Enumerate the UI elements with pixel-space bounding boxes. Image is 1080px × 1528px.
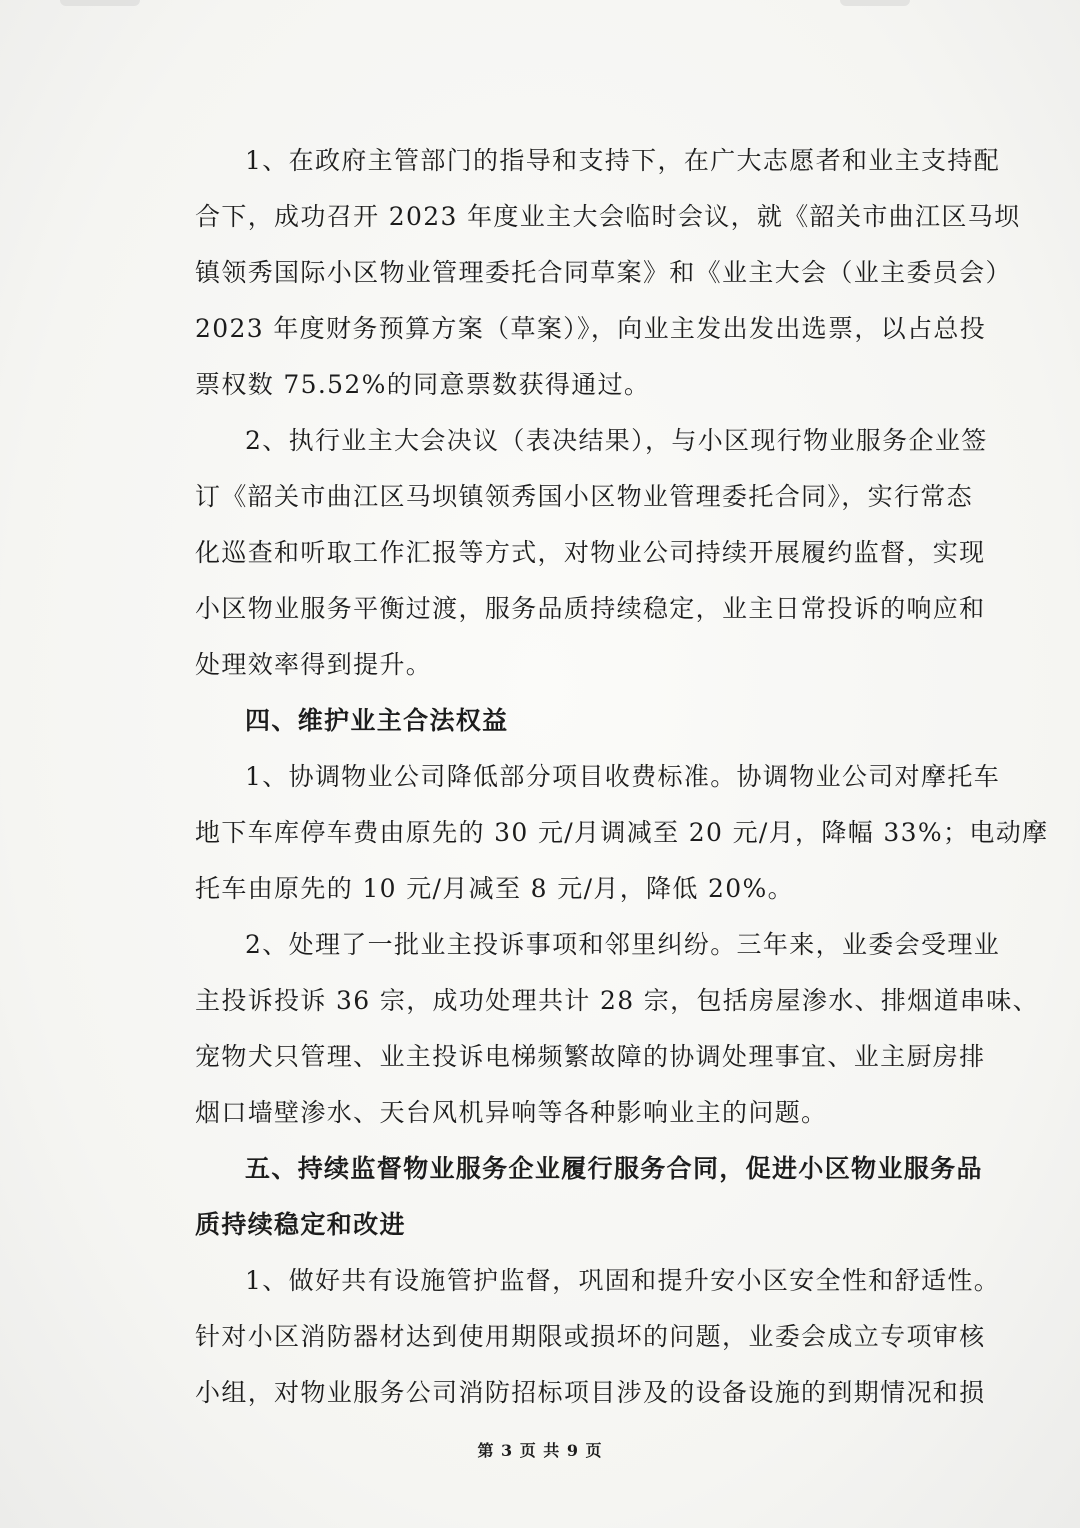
section-heading: 质持续稳定和改进	[195, 1210, 406, 1239]
paragraph-line: 票权数 75.52%的同意票数获得通过。	[195, 370, 651, 399]
paragraph-line: 处理效率得到提升。	[195, 650, 433, 679]
paragraph-line: 2023 年度财务预算方案（草案）》，向业主发出发出选票，以占总投	[195, 314, 987, 343]
paragraph-line: 托车由原先的 10 元/月减至 8 元/月，降低 20%。	[195, 874, 795, 903]
paragraph-line: 主投诉投诉 36 宗，成功处理共计 28 宗，包括房屋渗水、排烟道串味、	[195, 986, 1040, 1015]
paragraph-line: 1、在政府主管部门的指导和支持下，在广大志愿者和业主支持配	[245, 146, 1001, 175]
paragraph-line: 2、执行业主大会决议（表决结果），与小区现行物业服务企业签	[245, 426, 988, 455]
paragraph-line: 地下车库停车费由原先的 30 元/月调减至 20 元/月，降幅 33%；电动摩	[195, 818, 1049, 847]
page-number: 第 3 页 共 9 页	[477, 1441, 603, 1460]
paragraph-line: 宠物犬只管理、业主投诉电梯频繁故障的协调处理事宜、业主厨房排	[195, 1042, 986, 1071]
paragraph-line: 2、处理了一批业主投诉事项和邻里纠纷。三年来，业委会受理业	[245, 930, 1001, 959]
paragraph-line: 针对小区消防器材达到使用期限或损坏的问题，业委会成立专项审核	[195, 1322, 986, 1351]
paragraph-line: 化巡查和听取工作汇报等方式，对物业公司持续开展履约监督，实现	[195, 538, 986, 567]
paragraph-line: 1、协调物业公司降低部分项目收费标准。协调物业公司对摩托车	[245, 762, 1001, 791]
paragraph-line: 镇领秀国际小区物业管理委托合同草案》和《业主大会（业主委员会）	[195, 258, 1012, 287]
paragraph-line: 合下，成功召开 2023 年度业主大会临时会议，就《韶关市曲江区马坝	[195, 202, 1021, 231]
paragraph-line: 小区物业服务平衡过渡，服务品质持续稳定，业主日常投诉的响应和	[195, 594, 986, 623]
section-heading: 四、维护业主合法权益	[245, 706, 509, 735]
paragraph-line: 烟口墙壁渗水、天台风机异响等各种影响业主的问题。	[195, 1098, 828, 1127]
scan-edge-mark	[840, 0, 910, 6]
scan-edge-mark	[60, 0, 140, 6]
paragraph-line: 1、做好共有设施管护监督，巩固和提升安小区安全性和舒适性。	[245, 1266, 1001, 1295]
section-heading: 五、持续监督物业服务企业履行服务合同，促进小区物业服务品	[245, 1154, 983, 1183]
paragraph-line: 小组，对物业服务公司消防招标项目涉及的设备设施的到期情况和损	[195, 1378, 986, 1407]
paragraph-line: 订《韶关市曲江区马坝镇领秀国小区物业管理委托合同》，实行常态	[195, 482, 974, 511]
